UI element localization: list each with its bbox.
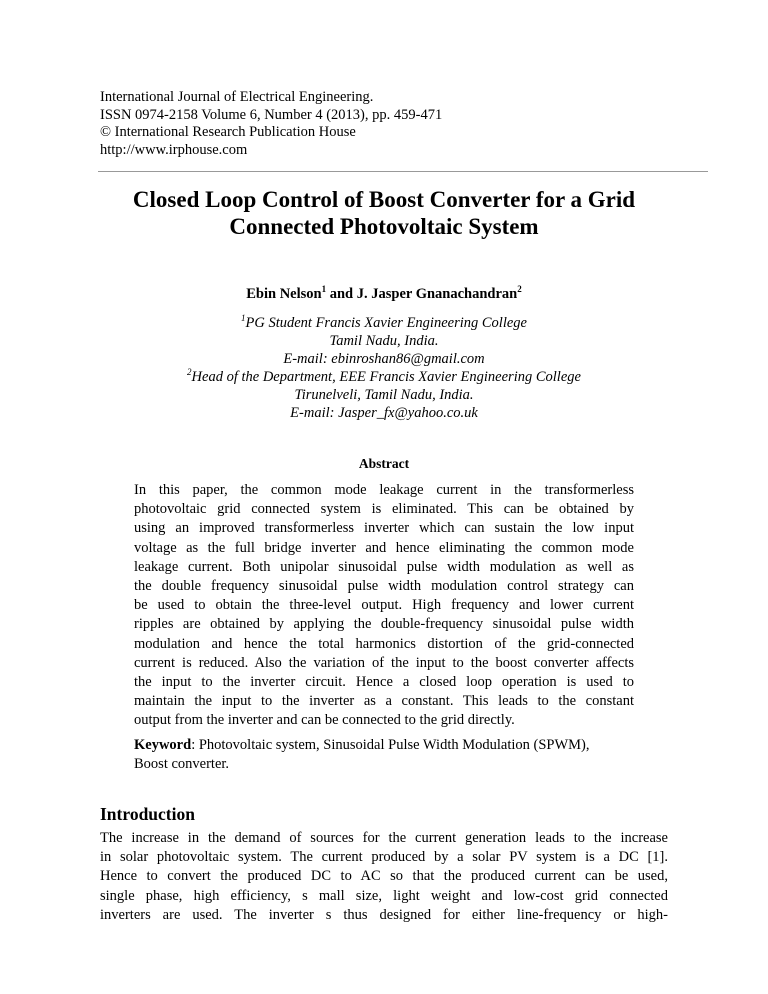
- abstract-line: voltage as the full bridge inverter and hence eliminating the common mode: [134, 539, 634, 556]
- introduction-heading: Introduction: [100, 804, 195, 824]
- journal-name: International Journal of Electrical Engineering.: [100, 89, 374, 105]
- introduction-body: [100, 829, 668, 925]
- abstract-line: output from the inverter and can be connected to the grid directly.: [134, 712, 515, 729]
- abstract-line: maintain the input to the inverter as a constant. This leads to the constant: [134, 693, 634, 710]
- affil-1-location: Tamil Nadu, India.: [329, 333, 439, 349]
- keywords-text-2: Boost converter.: [134, 756, 230, 773]
- intro-line: inverters are used. The inverter s thus designed for either line-frequency or high-: [100, 906, 668, 923]
- abstract-line: In this paper, the common mode leakage current in the transformerless: [134, 482, 634, 498]
- author-2-sup: 2: [517, 284, 522, 295]
- publisher-url[interactable]: http://www.irphouse.com: [100, 141, 248, 158]
- affil-1-email: E-mail: ebinroshan86@gmail.com: [283, 351, 485, 367]
- abstract-line: photovoltaic grid connected system is eliminated. This can be obtained by: [134, 501, 634, 518]
- publisher: © International Research Publication House: [100, 124, 356, 140]
- title-line-1: Closed Loop Control of Boost Converter for a Grid: [132, 187, 636, 212]
- abstract-line: be used to obtain the three-level output. High frequency and lower current: [134, 597, 634, 614]
- affil-2-email: E-mail: Jasper_fx@yahoo.co.uk: [290, 405, 478, 421]
- abstract-body: [134, 481, 634, 731]
- header-divider: [98, 171, 708, 172]
- affiliations: [80, 314, 688, 422]
- abstract-line: modulation and hence the total harmonics distortion of the grid-connected: [134, 635, 634, 652]
- abstract-line: ripples are obtained by applying the double-frequency sinusoidal pulse width: [134, 616, 634, 633]
- keywords-text: : Photovoltaic system, Sinusoidal Pulse Width Modulation (SPWM),: [191, 737, 590, 753]
- author-1: Ebin Nelson: [246, 286, 322, 302]
- intro-line: The increase in the demand of sources for the current generation leads to the increase: [100, 830, 668, 846]
- keywords-label: Keyword: [134, 737, 192, 753]
- journal-header: [100, 89, 442, 159]
- keywords: [134, 736, 634, 774]
- abstract-line: using an improved transformerless inverter which can sustain the low input: [134, 520, 634, 537]
- paper-title: [80, 186, 688, 240]
- affil-2-sup: 2: [187, 367, 192, 378]
- abstract-line: current is reduced. Also the variation of the input to the boost converter affects: [134, 654, 634, 671]
- author-2: J. Jasper Gnanachandran: [356, 286, 518, 302]
- authors-and: and: [326, 286, 357, 302]
- affil-1: PG Student Francis Xavier Engineering College: [245, 315, 527, 331]
- title-line-2: Connected Photovoltaic System: [229, 214, 539, 239]
- abstract-heading: Abstract: [358, 456, 410, 471]
- abstract-line: the input to the inverter circuit. Hence a closed loop operation is used to: [134, 674, 634, 691]
- abstract-line: the double frequency sinusoidal pulse width modulation control strategy can: [134, 578, 634, 595]
- intro-line: in solar photovoltaic system. The current produced by a solar PV system is a DC [1].: [100, 849, 668, 866]
- journal-issue: ISSN 0974-2158 Volume 6, Number 4 (2013), pp. 459-471: [100, 106, 443, 123]
- affil-1-sup: 1: [241, 313, 246, 324]
- intro-line: Hence to convert the produced DC to AC so that the produced current can be used,: [100, 868, 668, 885]
- intro-line: single phase, high efficiency, s mall size, light weight and low-cost grid connected: [100, 887, 668, 904]
- authors: [80, 286, 688, 303]
- abstract-line: leakage current. Both unipolar sinusoidal pulse width modulation as well as: [134, 558, 634, 575]
- author-1-sup: 1: [321, 284, 327, 295]
- affil-2-location: Tirunelveli, Tamil Nadu, India.: [294, 387, 474, 403]
- affil-2: Head of the Department, EEE Francis Xavier Engineering College: [191, 369, 581, 385]
